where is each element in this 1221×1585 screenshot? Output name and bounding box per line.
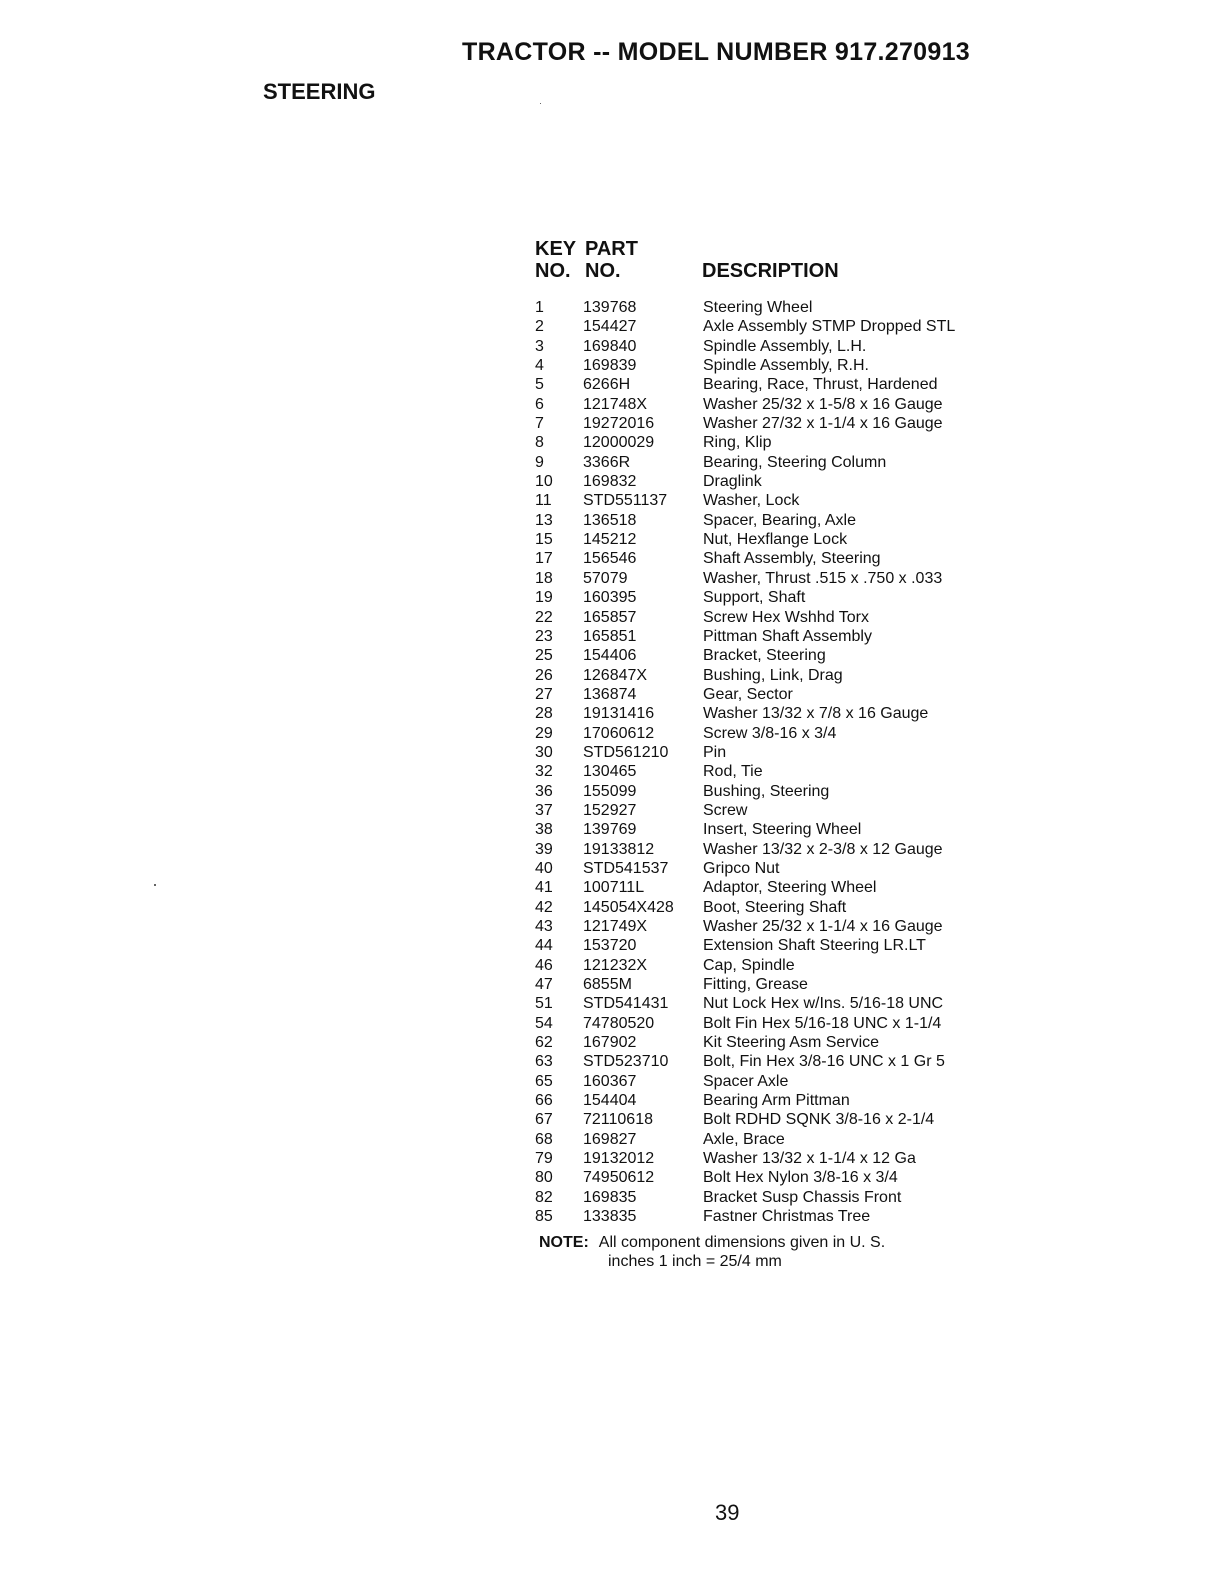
part-number: 155099	[583, 782, 637, 800]
table-row	[535, 1188, 1005, 1207]
scan-speck	[154, 884, 156, 886]
key-number: 51	[535, 995, 553, 1013]
description: Fastner Christmas Tree	[703, 1208, 871, 1226]
table-row	[535, 375, 1005, 394]
key-number: 36	[535, 782, 553, 800]
table-row	[535, 1014, 1005, 1033]
part-number: 121748X	[583, 395, 648, 413]
part-number: 139769	[583, 821, 637, 839]
key-number: 19	[535, 589, 553, 607]
key-number: 67	[535, 1111, 553, 1129]
key-number: 82	[535, 1188, 553, 1206]
description: Bearing, Steering Column	[703, 453, 887, 471]
key-number: 28	[535, 705, 553, 723]
part-number: 152927	[583, 801, 637, 819]
description: Axle Assembly STMP Dropped STL	[703, 318, 956, 336]
table-row	[535, 1091, 1005, 1110]
table-row	[535, 1207, 1005, 1226]
description: Screw Hex Wshhd Torx	[703, 608, 869, 626]
part-number: 153720	[583, 937, 637, 955]
description: Spindle Assembly, R.H.	[703, 357, 869, 375]
key-number: 62	[535, 1034, 553, 1052]
description: Support, Shaft	[703, 589, 806, 607]
part-number: 169827	[583, 1130, 637, 1148]
description: Axle, Brace	[703, 1130, 785, 1148]
table-row	[535, 975, 1005, 994]
table-row	[535, 356, 1005, 375]
description: Washer 13/32 x 1-1/4 x 12 Ga	[703, 1150, 916, 1168]
table-row	[535, 1072, 1005, 1091]
table-row	[535, 646, 1005, 665]
table-row	[535, 627, 1005, 646]
key-number: 54	[535, 1014, 553, 1032]
table-row	[535, 511, 1005, 530]
description: Insert, Steering Wheel	[703, 821, 862, 839]
part-number: 130465	[583, 763, 637, 781]
table-row	[535, 820, 1005, 839]
description: Steering Wheel	[703, 299, 813, 316]
description: Pin	[703, 743, 727, 761]
note-line2: inches 1 inch = 25/4 mm	[608, 1253, 782, 1270]
part-number: 126847X	[583, 666, 648, 684]
key-number: 22	[535, 608, 553, 626]
page-title: TRACTOR -- MODEL NUMBER 917.270913	[462, 38, 971, 66]
part-number: STD551137	[583, 492, 668, 510]
key-number: 26	[535, 666, 553, 684]
part-number: 19272016	[583, 415, 655, 433]
key-number: 47	[535, 976, 553, 994]
part-number: 145054X428	[583, 898, 674, 916]
key-number: 40	[535, 859, 553, 877]
key-number: 29	[535, 724, 553, 742]
part-number: 154406	[583, 647, 637, 665]
key-number: 23	[535, 627, 553, 645]
description: Adaptor, Steering Wheel	[703, 879, 877, 897]
description: Washer, Thrust .515 x .750 x .033	[703, 569, 943, 587]
table-row	[535, 453, 1005, 472]
description: Nut Lock Hex w/Ins. 5/16-18 UNC	[703, 995, 944, 1013]
table-row	[535, 395, 1005, 414]
key-number: 5	[535, 376, 544, 394]
table-row	[535, 530, 1005, 549]
key-number: 7	[535, 415, 544, 433]
part-number: 169832	[583, 473, 637, 491]
part-number: 121749X	[583, 918, 648, 935]
part-number: 165851	[583, 627, 637, 645]
description: Kit Steering Asm Service	[703, 1034, 880, 1052]
description: Washer 25/32 x 1-1/4 x 16 Gauge	[703, 918, 943, 935]
table-row	[535, 588, 1005, 607]
table-row	[535, 1168, 1005, 1187]
description: Cap, Spindle	[703, 956, 795, 974]
description: Bracket, Steering	[703, 647, 826, 665]
description: Bearing Arm Pittman	[703, 1092, 850, 1110]
table-row	[535, 994, 1005, 1013]
table-row	[535, 549, 1005, 568]
description: Shaft Assembly, Steering	[703, 550, 881, 568]
part-number: 12000029	[583, 434, 655, 452]
key-number: 30	[535, 743, 553, 761]
table-row	[535, 1052, 1005, 1071]
table-row	[535, 666, 1005, 685]
part-number: 74780520	[583, 1014, 655, 1032]
part-number: 133835	[583, 1208, 637, 1226]
table-row	[535, 917, 1005, 936]
table-row	[535, 1149, 1005, 1168]
table-row	[535, 1033, 1005, 1052]
table-row	[535, 608, 1005, 627]
table-row	[535, 724, 1005, 743]
note	[539, 1233, 885, 1271]
key-number: 42	[535, 898, 553, 916]
description: Washer 27/32 x 1-1/4 x 16 Gauge	[703, 415, 943, 433]
table-row	[535, 782, 1005, 801]
part-number: 72110618	[583, 1111, 653, 1129]
section-heading: STEERING	[263, 79, 376, 104]
part-number: 165857	[583, 608, 637, 626]
header-key-line2: NO.	[535, 260, 571, 282]
description: Spacer Axle	[703, 1072, 789, 1090]
description: Washer 13/32 x 2-3/8 x 12 Gauge	[703, 840, 943, 858]
description: Spacer, Bearing, Axle	[703, 511, 856, 529]
part-number: 100711L	[583, 879, 645, 897]
key-number: 3	[535, 337, 544, 355]
key-number: 8	[535, 434, 544, 452]
note-label: NOTE:	[539, 1234, 589, 1251]
part-number: 154427	[583, 318, 637, 336]
table-row	[535, 878, 1005, 897]
table-row	[535, 337, 1005, 356]
description: Spindle Assembly, L.H.	[703, 337, 867, 355]
key-number: 27	[535, 685, 553, 703]
key-number: 46	[535, 956, 553, 974]
header-part-line1: PART	[585, 238, 638, 260]
table-row	[535, 1110, 1005, 1129]
part-number: 19131416	[583, 705, 655, 723]
part-number: 167902	[583, 1034, 637, 1052]
header-part-line2: NO.	[585, 260, 621, 282]
table-row	[535, 704, 1005, 723]
part-number: 156546	[583, 550, 637, 568]
key-number: 43	[535, 918, 553, 935]
key-number: 63	[535, 1053, 553, 1071]
description: Bracket Susp Chassis Front	[703, 1188, 902, 1206]
key-number: 2	[535, 318, 544, 336]
description: Rod, Tie	[703, 763, 763, 781]
table-row	[535, 743, 1005, 762]
key-number: 79	[535, 1150, 553, 1168]
description: Ring, Klip	[703, 434, 772, 452]
header-description: DESCRIPTION	[702, 260, 839, 282]
parts-list	[535, 298, 1005, 1227]
part-number: 57079	[583, 569, 628, 587]
table-row	[535, 859, 1005, 878]
page-number: 39	[715, 1500, 740, 1525]
part-number: 6855M	[583, 976, 632, 994]
table-row	[535, 569, 1005, 588]
description: Screw 3/8-16 x 3/4	[703, 724, 837, 742]
table-row	[535, 762, 1005, 781]
key-number: 17	[535, 550, 553, 568]
table-row	[535, 414, 1005, 433]
part-number: 6266H	[583, 376, 631, 394]
description: Bushing, Steering	[703, 782, 830, 800]
table-row	[535, 936, 1005, 955]
description: Draglink	[703, 473, 762, 491]
part-number: STD523710	[583, 1053, 669, 1071]
part-number: 169839	[583, 357, 637, 375]
key-number: 4	[535, 357, 544, 375]
part-number: 169840	[583, 337, 637, 355]
key-number: 6	[535, 395, 544, 413]
key-number: 18	[535, 569, 553, 587]
description: Gear, Sector	[703, 685, 793, 703]
description: Bolt RDHD SQNK 3/8-16 x 2-1/4	[703, 1111, 935, 1129]
key-number: 80	[535, 1169, 553, 1187]
part-number: STD541537	[583, 859, 669, 877]
note-line1: All component dimensions given in U. S.	[598, 1234, 886, 1251]
part-number: 139768	[583, 299, 637, 316]
key-number: 32	[535, 763, 553, 781]
table-row	[535, 317, 1005, 336]
description: Bushing, Link, Drag	[703, 666, 843, 684]
part-number: 169835	[583, 1188, 637, 1206]
part-number: 121232X	[583, 956, 648, 974]
key-number: 39	[535, 840, 553, 858]
key-number: 65	[535, 1072, 553, 1090]
description: Fitting, Grease	[703, 976, 808, 994]
key-number: 13	[535, 511, 553, 529]
part-number: 154404	[583, 1092, 637, 1110]
key-number: 66	[535, 1092, 553, 1110]
key-number: 15	[535, 531, 553, 549]
part-number: 17060612	[583, 724, 655, 742]
part-number: 145212	[583, 531, 637, 549]
key-number: 37	[535, 801, 553, 819]
key-number: 25	[535, 647, 553, 665]
key-number: 10	[535, 473, 553, 491]
part-number: 19133812	[583, 840, 655, 858]
description: Washer 25/32 x 1-5/8 x 16 Gauge	[703, 395, 943, 413]
description: Gripco Nut	[703, 859, 780, 877]
part-number: 160367	[583, 1072, 637, 1090]
header-key-line1: KEY	[535, 238, 577, 260]
description: Screw	[703, 801, 748, 819]
key-number: 44	[535, 937, 553, 955]
part-number: 136518	[583, 511, 637, 529]
description: Nut, Hexflange Lock	[703, 531, 848, 549]
key-number: 9	[535, 453, 544, 471]
description: Washer 13/32 x 7/8 x 16 Gauge	[703, 705, 929, 723]
key-number: 41	[535, 879, 553, 897]
table-row	[535, 1130, 1005, 1149]
key-number: 1	[535, 299, 544, 316]
table-row	[535, 298, 1005, 317]
table-row	[535, 840, 1005, 859]
table-row	[535, 956, 1005, 975]
part-number: STD541431	[583, 995, 669, 1013]
table-row	[535, 801, 1005, 820]
table-row	[535, 685, 1005, 704]
key-number: 85	[535, 1208, 553, 1226]
description: Boot, Steering Shaft	[703, 898, 847, 916]
table-row	[535, 472, 1005, 491]
table-row	[535, 491, 1005, 510]
part-number: 19132012	[583, 1150, 655, 1168]
description: Pittman Shaft Assembly	[703, 627, 872, 645]
key-number: 11	[535, 492, 552, 510]
part-number: 74950612	[583, 1169, 655, 1187]
part-number: STD561210	[583, 743, 669, 761]
description: Washer, Lock	[703, 492, 800, 510]
table-row	[535, 898, 1005, 917]
description: Bolt, Fin Hex 3/8-16 UNC x 1 Gr 5	[703, 1053, 945, 1071]
part-number: 136874	[583, 685, 637, 703]
description: Bolt Fin Hex 5/16-18 UNC x 1-1/4	[703, 1014, 942, 1032]
scan-speck	[540, 103, 541, 104]
key-number: 68	[535, 1130, 553, 1148]
part-number: 160395	[583, 589, 637, 607]
part-number: 3366R	[583, 453, 631, 471]
description: Extension Shaft Steering LR.LT	[703, 937, 926, 955]
description: Bolt Hex Nylon 3/8-16 x 3/4	[703, 1169, 898, 1187]
key-number: 38	[535, 821, 553, 839]
table-row	[535, 433, 1005, 452]
description: Bearing, Race, Thrust, Hardened	[703, 376, 938, 394]
